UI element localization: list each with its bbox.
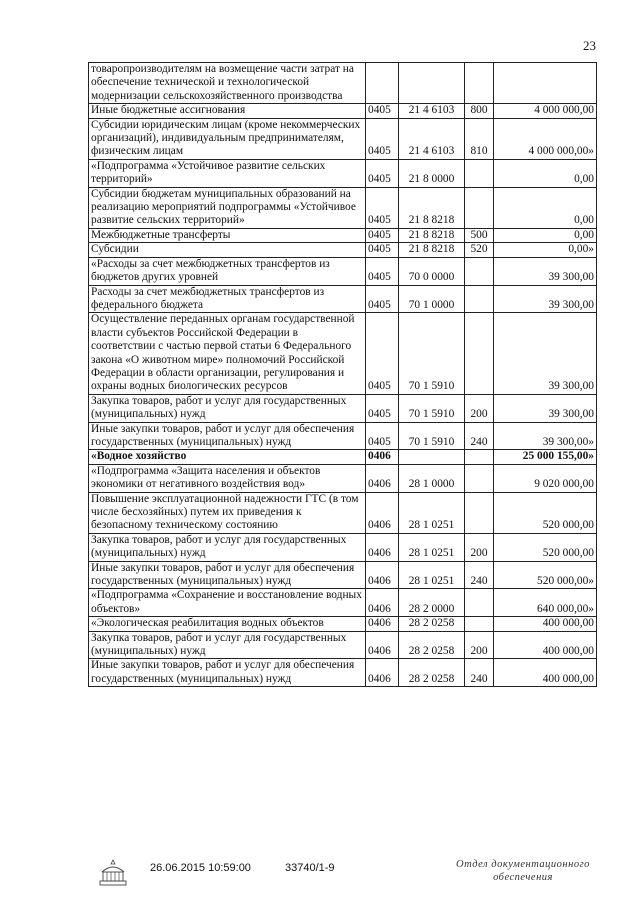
row-expense-type-cell [465, 617, 494, 631]
budget-table [88, 62, 597, 687]
row-name-cell: «Водное хозяйство [89, 450, 366, 464]
table-row [89, 63, 597, 104]
table-row [89, 394, 597, 422]
footer-doc-number: 33740/1-9 [285, 862, 335, 874]
row-name-cell: «Подпрограмма «Сохранение и восстановление водных объектов» [89, 589, 366, 617]
row-section-code-cell: 0406 [366, 533, 399, 561]
row-expense-type-cell: 240 [465, 561, 494, 589]
row-expense-type-cell [465, 313, 494, 394]
row-section-code-cell: 0405 [366, 118, 399, 159]
row-expense-type-cell [465, 187, 494, 228]
department-stamp-line1: Отдел документационного [456, 859, 590, 870]
row-name-cell: Закупка товаров, работ и услуг для государственных (муниципальных) нужд [89, 631, 366, 659]
row-expense-type-cell: 520 [465, 243, 494, 257]
row-amount-cell: 0,00 [494, 187, 597, 228]
row-name-cell: Иные закупки товаров, работ и услуг для обеспечения государственных (муниципальных) нужд [89, 561, 366, 589]
row-expense-type-cell [465, 63, 494, 104]
row-section-code-cell: 0405 [366, 257, 399, 285]
row-target-article-cell: 21 8 0000 [399, 159, 465, 187]
row-name-cell: «Подпрограмма «Защита населения и объектов экономики от негативного воздействия вод» [89, 464, 366, 492]
row-target-article-cell: 70 1 5910 [399, 313, 465, 394]
table-row [89, 187, 597, 228]
table-row [89, 659, 597, 687]
row-name-cell: «Подпрограмма «Устойчивое развитие сельских территорий» [89, 159, 366, 187]
row-name-cell: «Экологическая реабилитация водных объектов [89, 617, 366, 631]
row-section-code-cell: 0405 [366, 228, 399, 242]
row-section-code-cell: 0405 [366, 422, 399, 450]
row-target-article-cell: 21 4 6103 [399, 118, 465, 159]
row-target-article-cell: 21 8 8218 [399, 187, 465, 228]
row-section-code-cell: 0405 [366, 285, 399, 313]
row-amount-cell: 39 300,00 [494, 394, 597, 422]
row-section-code-cell: 0406 [366, 450, 399, 464]
row-name-cell: Межбюджетные трансферты [89, 228, 366, 242]
row-expense-type-cell: 810 [465, 118, 494, 159]
row-expense-type-cell: 240 [465, 659, 494, 687]
row-amount-cell: 4 000 000,00 [494, 104, 597, 118]
row-amount-cell: 520 000,00» [494, 561, 597, 589]
row-expense-type-cell: 200 [465, 631, 494, 659]
table-row [89, 464, 597, 492]
row-expense-type-cell [465, 285, 494, 313]
footer-date: 26.06.2015 10:59:00 [150, 862, 251, 874]
row-target-article-cell [399, 450, 465, 464]
row-section-code-cell: 0405 [366, 394, 399, 422]
row-amount-cell: 0,00 [494, 228, 597, 242]
row-amount-cell: 39 300,00 [494, 313, 597, 394]
department-stamp [448, 858, 598, 884]
row-section-code-cell: 0405 [366, 104, 399, 118]
row-target-article-cell: 28 1 0251 [399, 533, 465, 561]
row-section-code-cell: 0405 [366, 313, 399, 394]
row-target-article-cell: 70 1 5910 [399, 394, 465, 422]
table-row [89, 422, 597, 450]
table-row [89, 159, 597, 187]
row-amount-cell: 400 000,00 [494, 631, 597, 659]
row-expense-type-cell [465, 589, 494, 617]
row-expense-type-cell: 200 [465, 533, 494, 561]
table-row [89, 631, 597, 659]
row-amount-cell: 4 000 000,00» [494, 118, 597, 159]
row-target-article-cell: 21 8 8218 [399, 228, 465, 242]
row-expense-type-cell [465, 257, 494, 285]
row-target-article-cell: 70 1 5910 [399, 422, 465, 450]
row-amount-cell [494, 63, 597, 104]
row-target-article-cell: 21 4 6103 [399, 104, 465, 118]
row-target-article-cell: 28 2 0258 [399, 617, 465, 631]
row-amount-cell: 0,00 [494, 159, 597, 187]
row-amount-cell: 39 300,00» [494, 422, 597, 450]
row-expense-type-cell [465, 159, 494, 187]
row-name-cell: Субсидии [89, 243, 366, 257]
table-row [89, 589, 597, 617]
row-target-article-cell: 28 2 0000 [399, 589, 465, 617]
row-expense-type-cell: 800 [465, 104, 494, 118]
row-name-cell: Расходы за счет межбюджетных трансфертов из федерального бюджета [89, 285, 366, 313]
table-row [89, 228, 597, 242]
row-section-code-cell: 0405 [366, 159, 399, 187]
row-section-code-cell: 0406 [366, 631, 399, 659]
row-expense-type-cell: 500 [465, 228, 494, 242]
row-target-article-cell [399, 63, 465, 104]
row-section-code-cell: 0406 [366, 464, 399, 492]
table-row [89, 533, 597, 561]
row-expense-type-cell [465, 492, 494, 533]
table-row [89, 243, 597, 257]
row-name-cell: Субсидии бюджетам муниципальных образований на реализацию мероприятий подпрограммы «Устойчивое развитие сельских территорий» [89, 187, 366, 228]
row-expense-type-cell: 240 [465, 422, 494, 450]
row-name-cell: Повышение эксплуатационной надежности ГТС (в том числе бесхозяйных) путем их приведения к безопасному техническому состоянию [89, 492, 366, 533]
row-section-code-cell: 0405 [366, 243, 399, 257]
row-section-code-cell: 0406 [366, 659, 399, 687]
row-section-code-cell: 0406 [366, 492, 399, 533]
emblem-logo-icon [96, 858, 130, 888]
row-name-cell: Иные бюджетные ассигнования [89, 104, 366, 118]
row-section-code-cell [366, 63, 399, 104]
table-row [89, 617, 597, 631]
row-target-article-cell: 70 0 0000 [399, 257, 465, 285]
row-expense-type-cell: 200 [465, 394, 494, 422]
row-name-cell: товаропроизводителям на возмещение части затрат на обеспечение технической и технологической модернизации сельскохозяйственного производства [89, 63, 366, 104]
table-row [89, 104, 597, 118]
row-name-cell: Осуществление переданных органам государственной власти субъектов Российской Федерации в соответствии с частью первой статьи 6 Федерального закона «О животном мире» полномочий Российской Федерации в области организации, регулирования и охраны водных биологических ресурсов [89, 313, 366, 394]
row-target-article-cell: 21 8 8218 [399, 243, 465, 257]
row-name-cell: Субсидии юридическим лицам (кроме некоммерческих организаций), индивидуальным предпринимателям, физическим лицам [89, 118, 366, 159]
row-amount-cell: 400 000,00 [494, 659, 597, 687]
table-row [89, 285, 597, 313]
row-name-cell: Закупка товаров, работ и услуг для государственных (муниципальных) нужд [89, 533, 366, 561]
department-stamp-line2: обеспечения [493, 872, 553, 883]
row-section-code-cell: 0406 [366, 561, 399, 589]
table-row [89, 492, 597, 533]
row-amount-cell: 25 000 155,00» [494, 450, 597, 464]
row-target-article-cell: 28 1 0000 [399, 464, 465, 492]
row-amount-cell: 640 000,00» [494, 589, 597, 617]
row-expense-type-cell [465, 464, 494, 492]
page-number: 23 [583, 38, 596, 53]
row-name-cell: Иные закупки товаров, работ и услуг для обеспечения государственных (муниципальных) нужд [89, 659, 366, 687]
table-row [89, 257, 597, 285]
row-target-article-cell: 28 1 0251 [399, 492, 465, 533]
row-amount-cell: 400 000,00 [494, 617, 597, 631]
row-section-code-cell: 0406 [366, 617, 399, 631]
row-target-article-cell: 70 1 0000 [399, 285, 465, 313]
row-section-code-cell: 0406 [366, 589, 399, 617]
table-row [89, 450, 597, 464]
row-amount-cell: 9 020 000,00 [494, 464, 597, 492]
row-amount-cell: 520 000,00 [494, 492, 597, 533]
row-amount-cell: 39 300,00 [494, 257, 597, 285]
row-expense-type-cell [465, 450, 494, 464]
row-section-code-cell: 0405 [366, 187, 399, 228]
row-target-article-cell: 28 2 0258 [399, 631, 465, 659]
row-target-article-cell: 28 2 0258 [399, 659, 465, 687]
table-row [89, 561, 597, 589]
row-target-article-cell: 28 1 0251 [399, 561, 465, 589]
row-name-cell: Иные закупки товаров, работ и услуг для обеспечения государственных (муниципальных) нужд [89, 422, 366, 450]
row-amount-cell: 39 300,00 [494, 285, 597, 313]
row-amount-cell: 520 000,00 [494, 533, 597, 561]
table-row [89, 313, 597, 394]
row-amount-cell: 0,00» [494, 243, 597, 257]
row-name-cell: «Расходы за счет межбюджетных трансфертов из бюджетов других уровней [89, 257, 366, 285]
table-row [89, 118, 597, 159]
row-name-cell: Закупка товаров, работ и услуг для государственных (муниципальных) нужд [89, 394, 366, 422]
budget-table-body [89, 63, 597, 687]
